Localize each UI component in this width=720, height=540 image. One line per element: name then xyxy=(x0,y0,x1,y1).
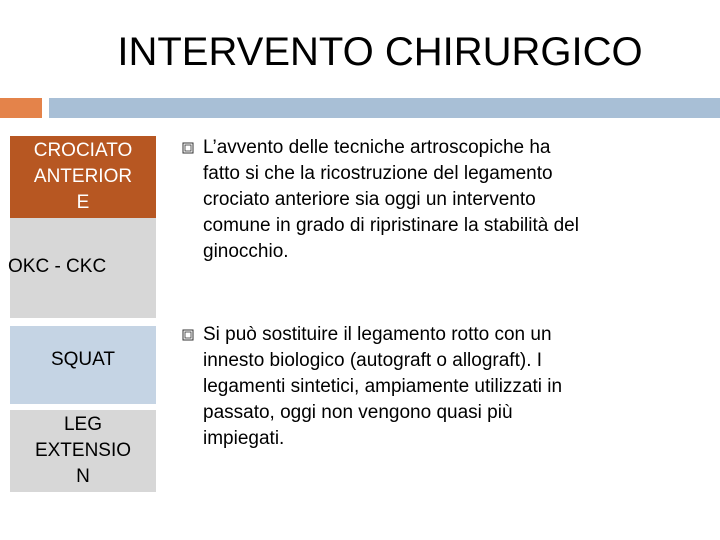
sidebar-item-label-line: SQUAT xyxy=(50,349,116,370)
paragraph-line: crociato anteriore sia oggi un intervento xyxy=(203,189,536,210)
page-title: INTERVENTO CHIRURGICO xyxy=(117,30,643,74)
paragraph-line: comune in grado di ripristinare la stabilità del xyxy=(203,215,579,236)
paragraph-line: L’avvento delle tecniche artroscopiche ha xyxy=(203,137,551,158)
sidebar-item-label-line: EXTENSIO xyxy=(34,440,132,461)
paragraph-line: passato, oggi non vengono quasi più xyxy=(203,402,513,423)
bullet-paragraph xyxy=(203,135,693,265)
accent-bar-right xyxy=(49,98,720,118)
sidebar-item-label-line: E xyxy=(76,192,90,213)
sidebar-item-label-line: LEG xyxy=(63,414,102,435)
bullet-paragraph xyxy=(203,322,693,452)
hollow-square-bullet-icon xyxy=(182,142,194,154)
sidebar-item-label-line: ANTERIOR xyxy=(33,166,133,187)
paragraph-line: fatto si che la ricostruzione del legamento xyxy=(203,163,553,184)
paragraph-line: ginocchio. xyxy=(203,241,289,262)
accent-bar-left xyxy=(0,98,42,118)
hollow-square-bullet-icon xyxy=(182,329,194,341)
sidebar-item-leg-extension[interactable] xyxy=(10,410,156,492)
paragraph-line: innesto biologico (autograft o allograft). I xyxy=(203,350,543,371)
sidebar-item-squat[interactable] xyxy=(10,326,156,404)
paragraph-line: legamenti sintetici, ampiamente utilizzati in xyxy=(203,376,563,397)
sidebar-item-label-line: N xyxy=(76,466,90,487)
sidebar-item-label-line: OKC - CKC xyxy=(8,256,107,277)
paragraph-line: Si può sostituire il legamento rotto con un xyxy=(203,324,552,345)
sidebar-item-crociato-anteriore[interactable] xyxy=(10,136,156,218)
sidebar-item-okc-ckc[interactable] xyxy=(10,218,156,318)
sidebar-item-label-line: CROCIATO xyxy=(33,140,133,161)
paragraph-line: impiegati. xyxy=(203,428,285,449)
